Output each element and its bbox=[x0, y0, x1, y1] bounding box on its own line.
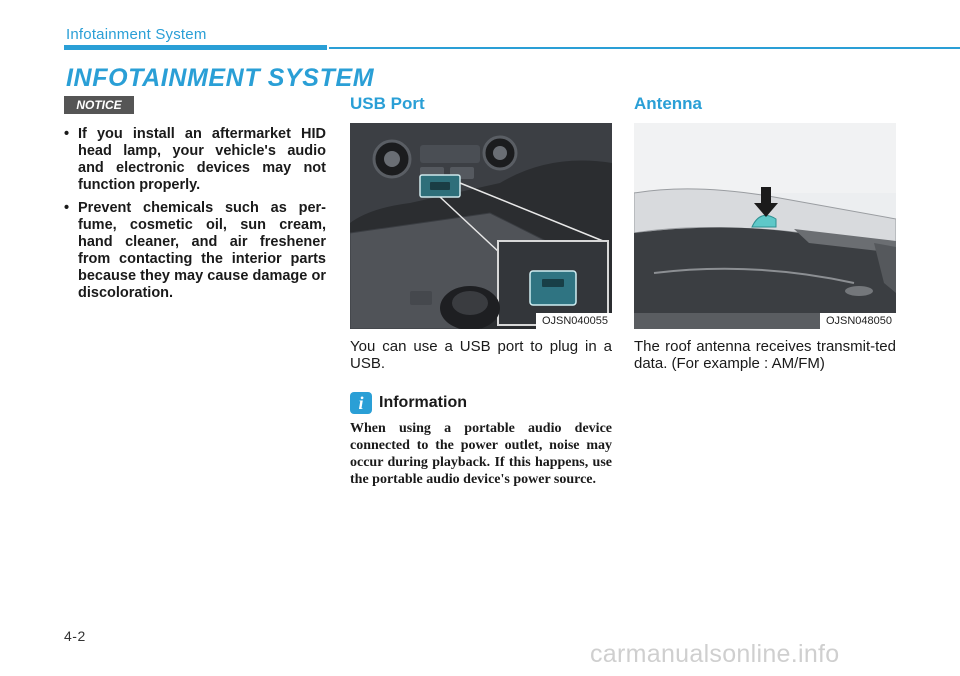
usb-port-photo bbox=[350, 123, 612, 329]
antenna-photo bbox=[634, 123, 896, 329]
chapter-title: INFOTAINMENT SYSTEM bbox=[66, 64, 375, 92]
notice-item: • Prevent chemicals such as per-fume, cosmetic oil, sun cream, hand cleaner, and air freshener from contacting the interior parts because they may cause damage or discoloration. bbox=[62, 200, 326, 302]
antenna-body: The roof antenna receives transmit-ted data. (For example : AM/FM) bbox=[634, 338, 896, 372]
notice-badge-label: NOTICE bbox=[76, 98, 122, 112]
usb-body: You can use a USB port to plug in a USB. bbox=[350, 338, 612, 372]
antenna-heading: Antenna bbox=[634, 94, 702, 113]
header-rule-thin bbox=[329, 47, 960, 49]
notice-list bbox=[62, 126, 326, 308]
usb-heading: USB Port bbox=[350, 94, 425, 113]
antenna-image-code: OJSN048050 bbox=[820, 313, 896, 329]
watermark: carmanualsonline.info bbox=[590, 640, 840, 668]
usb-image-code: OJSN040055 bbox=[536, 313, 612, 329]
information-text: When using a portable audio device connected to the power outlet, noise may occur during playback. If this happens, use the portable audio device's power source. bbox=[350, 421, 612, 487]
info-icon: i bbox=[350, 392, 372, 414]
notice-badge bbox=[64, 96, 134, 114]
information-title: Information bbox=[379, 394, 467, 411]
section-title: Infotainment System bbox=[66, 26, 207, 43]
page-number: 4-2 bbox=[64, 628, 86, 644]
notice-item: • If you install an aftermarket HID head lamp, your vehicle's audio and electronic devices may not function properly. bbox=[62, 126, 326, 194]
header-rule-thick bbox=[64, 45, 327, 50]
